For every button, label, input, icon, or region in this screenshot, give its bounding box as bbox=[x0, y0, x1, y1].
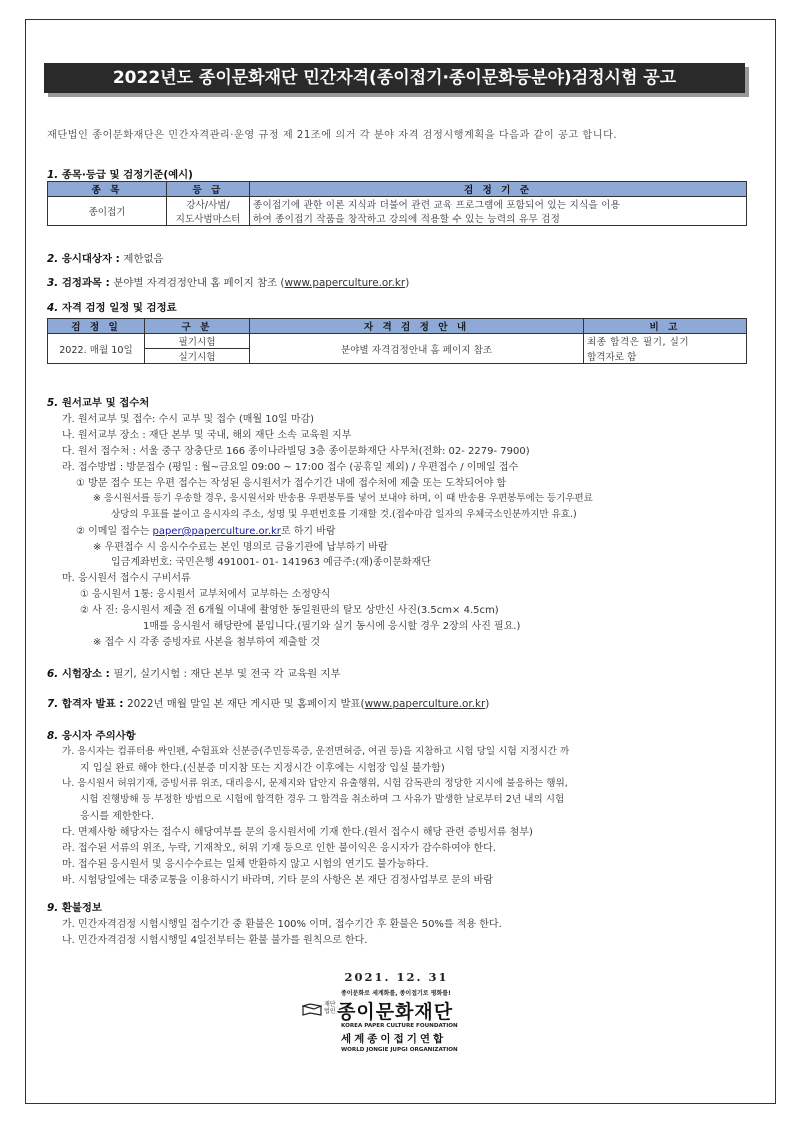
section-4-heading: 4. 자격 검정 일정 및 검정료 bbox=[47, 302, 177, 314]
logo-org-korean: 종이문화재단 bbox=[337, 1001, 454, 1023]
logo-slogan: 종이문화로 세계화를, 종이접기로 평화를! bbox=[341, 990, 451, 997]
s5-line-5: ① 방문 접수 또는 우편 접수는 작성된 응시원서가 접수기간 내에 접수처에 제출 또는 도착되어야 함 bbox=[76, 478, 507, 489]
header-subject: 종 목 bbox=[48, 182, 167, 197]
header-note: 비 고 bbox=[584, 319, 747, 334]
s5-line-11: 마. 응시원서 접수시 구비서류 bbox=[62, 573, 191, 584]
header-grade: 등 급 bbox=[167, 182, 250, 197]
s8-line-9: 바. 시험당일에는 대중교통을 이용하시기 바라며, 기타 문의 사항은 본 재단 검정사업부로 문의 바람 bbox=[62, 875, 493, 886]
cell-date: 2022. 매월 10일 bbox=[48, 334, 145, 364]
s5-line-13: ② 사 진: 응시원서 제출 전 6개월 이내에 촬영한 동일원판의 탈모 상반신 사진(3.5cm× 4.5cm) bbox=[80, 605, 499, 616]
cell-type-written: 필기시험 bbox=[145, 334, 250, 349]
logo-union-english: WORLD JONGIE JUPGI ORGANIZATION bbox=[341, 1047, 458, 1053]
paper-fold-icon bbox=[302, 1003, 322, 1017]
logo-prefix: 재단 법인 bbox=[324, 1001, 336, 1015]
s9-line-2: 나. 민간자격검정 시험시행일 4일전부터는 환불 불가를 원칙으로 한다. bbox=[62, 935, 368, 946]
section-9-heading: 9. 환불정보 bbox=[47, 902, 102, 914]
website-link[interactable]: www.paperculture.or.kr bbox=[284, 277, 406, 289]
section-6: 6. 시험장소 : 필기, 실기시험 : 재단 본부 및 전국 각 교육원 지부 bbox=[47, 668, 341, 680]
cell-subject: 종이접기 bbox=[48, 197, 167, 226]
s5-line-7: 상당의 우표를 붙이고 응시자의 주소, 성명 및 우편번호를 기재할 것.(접수마감 일자의 우체국소인분까지만 유효.) bbox=[111, 509, 577, 520]
cell-type-practical: 실기시험 bbox=[145, 349, 250, 364]
cell-note-line2: 합격자로 함 bbox=[584, 349, 747, 364]
section-1-heading: 1. 종목·등급 및 검정기준(예시) bbox=[47, 169, 193, 181]
section-3: 3. 검정과목 : 분야별 자격검정안내 홈 페이지 참조 (www.paperculture.or.kr) bbox=[47, 277, 410, 289]
schedule-table bbox=[47, 318, 747, 364]
s5-line-15: ※ 접수 시 각종 증빙자료 사본을 첨부하여 제출할 것 bbox=[93, 637, 321, 648]
s8-line-8: 마. 접수된 응시원서 및 응시수수료는 일체 반환하지 않고 시험의 연기도 불가능하다. bbox=[62, 859, 429, 870]
s8-line-7: 라. 접수된 서류의 위조, 누락, 기재착오, 허위 기재 등으로 인한 불이익은 응시자가 감수하여야 한다. bbox=[62, 843, 496, 854]
s8-line-2: 지 입실 완료 해야 한다.(신분증 미지참 또는 지정시간 이후에는 시험장 입실 불가함) bbox=[80, 763, 445, 774]
s5-line-12: ① 응시원서 1통: 응시원서 교부처에서 교부하는 소정양식 bbox=[80, 589, 331, 600]
s8-line-5: 응시를 제한한다. bbox=[80, 811, 154, 822]
foundation-logo bbox=[300, 985, 500, 1075]
website-link-2[interactable]: www.paperculture.or.kr bbox=[364, 698, 486, 710]
cell-grade-line2: 지도사범마스터 bbox=[167, 211, 250, 226]
cell-criteria-line1: 종이접기에 관한 이론 지식과 더불어 관련 교육 프로그램에 포함되어 있는 지식을 이용 bbox=[250, 197, 747, 212]
s8-line-4: 시험 진행방해 등 부정한 방법으로 시험에 합격한 경우 그 합격을 취소하며 그 사유가 발생한 날로부터 2년 내의 시험 bbox=[80, 794, 565, 805]
s8-line-3: 나. 응시원서 허위기재, 증빙서류 위조, 대리응시, 문제지와 답안지 유출행위, 시험 감독관의 정당한 지시에 불응하는 행위, bbox=[62, 778, 568, 789]
header-criteria: 검 정 기 준 bbox=[250, 182, 747, 197]
s5-line-1: 가. 원서교부 및 접수: 수시 교부 및 접수 (매월 10일 마감) bbox=[62, 414, 315, 425]
s9-line-1: 가. 민간자격검정 시험시행일 접수기간 중 환불은 100% 이며, 접수기간 후 환불은 50%를 적용 한다. bbox=[62, 919, 502, 930]
s5-line-14: 1매를 응시원서 해당란에 붙입니다.(필기와 실기 동시에 응시할 경우 2장의 사진 필요.) bbox=[143, 621, 521, 632]
s5-line-8: ② 이메일 접수는 paper@paperculture.or.kr로 하기 바람 bbox=[76, 526, 336, 537]
section-5-heading: 5. 원서교부 및 접수처 bbox=[47, 397, 150, 409]
page-title: 2022년도 종이문화재단 민간자격(종이접기·종이문화등분야)검정시험 공고 bbox=[44, 63, 745, 93]
section-2: 2. 응시대상자 : 제한없음 bbox=[47, 253, 164, 265]
intro-text: 재단법인 종이문화재단은 민간자격관리·운영 규정 제 21조에 의거 각 분야 자격 검정시행계획을 다음과 같이 공고 합니다. bbox=[47, 130, 618, 141]
section-7: 7. 합격자 발표 : 2022년 매월 말일 본 재단 게시판 및 홈페이지 발표(www.paperculture.or.kr) bbox=[47, 698, 490, 710]
logo-union-korean: 세계종이접기연합 bbox=[341, 1033, 447, 1045]
section-8-heading: 8. 응시자 주의사항 bbox=[47, 730, 136, 742]
s5-line-2: 나. 원서교부 장소 : 재단 본부 및 국내, 해외 재단 소속 교육원 지부 bbox=[62, 430, 352, 441]
cell-grade-line1: 강사/사범/ bbox=[167, 197, 250, 212]
s8-line-6: 다. 면제사항 해당자는 접수시 해당여부를 문의 응시원서에 기재 한다.(원서 접수시 해당 관련 증빙서류 첨부) bbox=[62, 827, 533, 838]
s5-line-3: 다. 원서 접수처 : 서울 중구 장충단로 166 종이나라빌딩 3층 종이문화재단 사무처(전화: 02- 2279- 7900) bbox=[62, 446, 530, 457]
logo-org-english: KOREA PAPER CULTURE FOUNDATION bbox=[341, 1023, 458, 1029]
header-date: 검 정 일 bbox=[48, 319, 145, 334]
issue-date: 2021. 12. 31 bbox=[344, 970, 449, 984]
grade-table bbox=[47, 181, 747, 226]
s8-line-1: 가. 응시자는 컴퓨터용 싸인펜, 수험표와 신분증(주민등록증, 운전면허증, 여권 등)을 지참하고 시험 당일 시험 지정시간 까 bbox=[62, 746, 570, 757]
s5-line-6: ※ 응시원서를 등기 우송할 경우, 응시원서와 반송용 우편봉투를 넣어 보내야 하며, 이 때 반송용 우편봉투에는 등기우편료 bbox=[93, 493, 593, 504]
cell-note-line1: 최종 합격은 필기, 실기 bbox=[584, 334, 747, 349]
email-link[interactable]: paper@paperculture.or.kr bbox=[152, 526, 281, 537]
cell-guide: 분야별 자격검정안내 홈 페이지 참조 bbox=[250, 334, 584, 364]
header-guide: 자 격 검 정 안 내 bbox=[250, 319, 584, 334]
header-type: 구 분 bbox=[145, 319, 250, 334]
cell-criteria-line2: 하여 종이접기 작품을 창작하고 강의에 적용할 수 있는 능력의 유무 검정 bbox=[250, 211, 747, 226]
s5-line-10: 입금계좌번호: 국민은행 491001- 01- 141963 예금주:(재)종이문화재단 bbox=[111, 557, 431, 568]
s5-line-9: ※ 우편접수 시 응시수수료는 본인 명의로 금융기관에 납부하기 바람 bbox=[93, 542, 388, 553]
s5-line-4: 라. 접수방법 : 방문접수 (평일 : 월~금요일 09:00 ~ 17:00 접수 (공휴일 제외) / 우편접수 / 이메일 접수 bbox=[62, 462, 519, 473]
